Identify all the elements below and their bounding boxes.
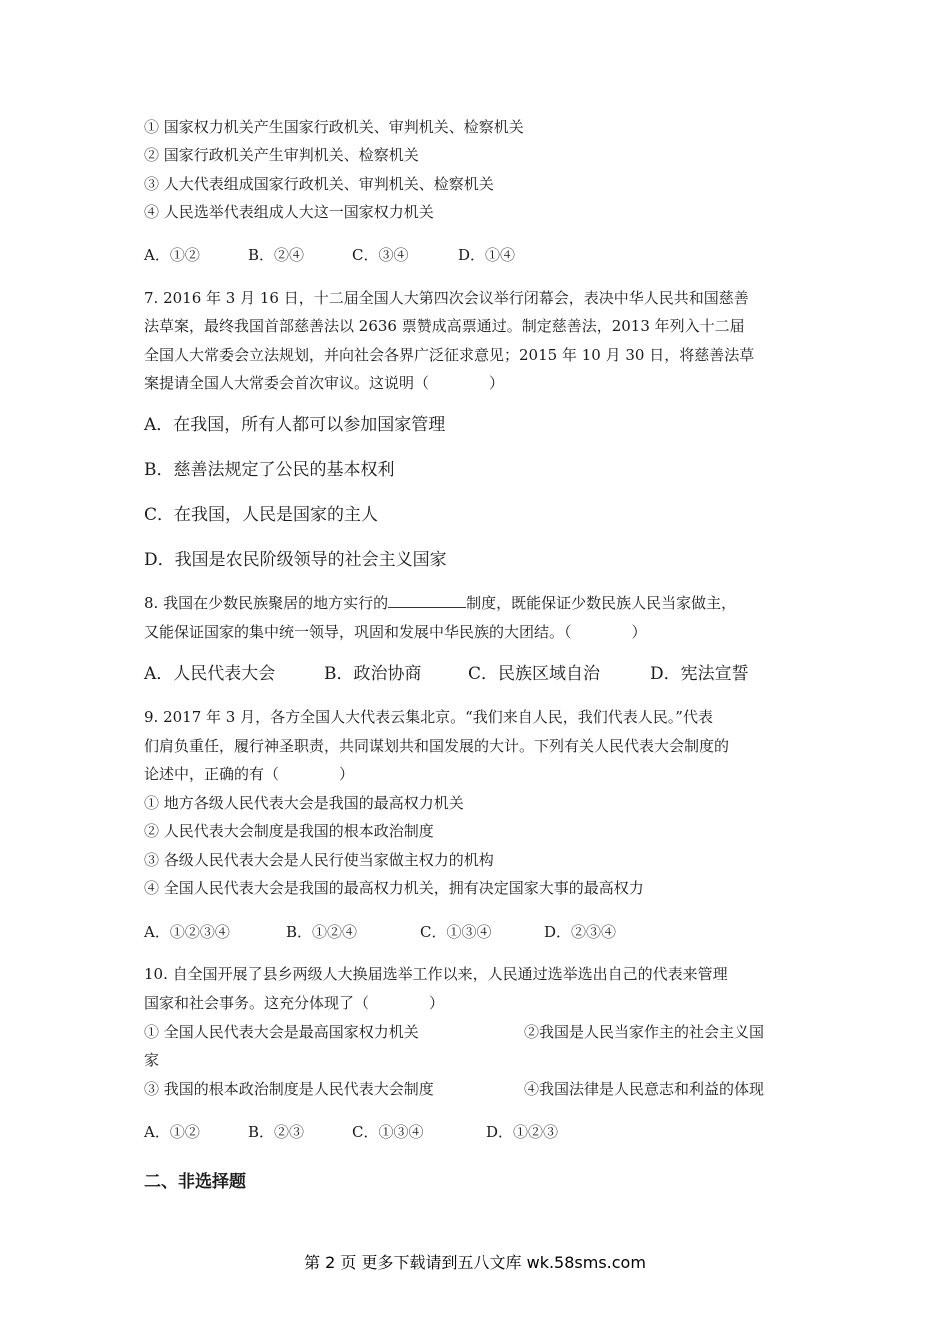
q10-statement-2-wrap: 家 xyxy=(144,1051,160,1069)
q10-choice-d[interactable]: D．①②③ xyxy=(486,1123,559,1141)
section-heading: 二、非选择题 xyxy=(144,1172,246,1192)
q10-stem-line-2: 国家和社会事务。这充分体现了（ ） xyxy=(144,994,445,1012)
q7-stem-line-2: 法草案，最终我国首部慈善法以 2636 票赞成高票通过。制定慈善法，2013 年列入十二届 xyxy=(144,317,745,335)
q9-choice-d[interactable]: D．②③④ xyxy=(544,923,617,941)
q6-statement-1: ① 国家权力机关产生国家行政机关、审判机关、检察机关 xyxy=(144,118,524,136)
q7-option-c[interactable]: C．在我国，人民是国家的主人 xyxy=(144,505,379,525)
q10-statement-2: ②我国是人民当家作主的社会主义国 xyxy=(524,1023,765,1041)
q10-statement-1: ① 全国人民代表大会是最高国家权力机关 xyxy=(144,1023,419,1041)
q6-choice-b[interactable]: B．②④ xyxy=(248,246,305,264)
q7-stem-line-4: 案提请全国人大常委会首次审议。这说明（ ） xyxy=(144,374,505,392)
q7-option-b[interactable]: B．慈善法规定了公民的基本权利 xyxy=(144,460,395,480)
page-footer: 第 2 页 更多下载请到五八文库 wk.58sms.com xyxy=(304,1253,646,1272)
q8-answer-blank xyxy=(388,593,466,608)
q10-statement-4: ④我国法律是人民意志和利益的体现 xyxy=(524,1080,765,1098)
q8-choice-a[interactable]: A．人民代表大会 xyxy=(144,664,276,684)
q10-stem-line-1: 10. 自全国开展了县乡两级人大换届选举工作以来，人民通过选举选出自己的代表来管理 xyxy=(144,965,728,983)
q9-statement-4: ④ 全国人民代表大会是我国的最高权力机关，拥有决定国家大事的最高权力 xyxy=(144,879,644,897)
q6-choices xyxy=(144,245,515,265)
q9-stem-line-3: 论述中，正确的有（ ） xyxy=(144,765,355,783)
q6-statement-3: ③ 人大代表组成国家行政机关、审判机关、检察机关 xyxy=(144,175,494,193)
q9-statement-3: ③ 各级人民代表大会是人民行使当家做主权力的机构 xyxy=(144,851,494,869)
q7-stem-line-1: 7. 2016 年 3 月 16 日，十二届全国人大第四次会议举行闭幕会，表决中华人民共和国慈善 xyxy=(144,289,749,307)
q6-choice-a[interactable]: A．①② xyxy=(144,246,200,264)
q8-choices xyxy=(144,663,749,685)
q9-stem-line-1: 9. 2017 年 3 月，各方全国人大代表云集北京。“我们来自人民，我们代表人民。”代表 xyxy=(144,708,713,726)
q6-choice-c[interactable]: C．③④ xyxy=(352,246,409,264)
q9-statement-1: ① 地方各级人民代表大会是我国的最高权力机关 xyxy=(144,794,464,812)
q8-choice-c[interactable]: C．民族区域自治 xyxy=(468,664,601,684)
q10-statement-row-1 xyxy=(144,1022,764,1042)
q10-choices xyxy=(144,1122,558,1142)
q7-option-a[interactable]: A．在我国，所有人都可以参加国家管理 xyxy=(144,415,446,435)
q7-stem-line-3: 全国人大常委会立法规划，并向社会各界广泛征求意见；2015 年 10 月 30 日，将慈善法草 xyxy=(144,346,755,364)
q10-choice-b[interactable]: B．②③ xyxy=(248,1123,305,1141)
q9-choice-b[interactable]: B．①②④ xyxy=(286,923,358,941)
q10-choice-c[interactable]: C．①③④ xyxy=(352,1123,424,1141)
q6-statement-4: ④ 人民选举代表组成人大这一国家权力机关 xyxy=(144,203,434,221)
q9-choices xyxy=(144,922,616,942)
q9-choice-a[interactable]: A．①②③④ xyxy=(144,923,230,941)
q8-stem-line-2: 又能保证国家的集中统一领导，巩固和发展中华民族的大团结。（ ） xyxy=(144,623,647,641)
q9-stem-line-2: 们肩负重任，履行神圣职责，共同谋划共和国发展的大计。下列有关人民代表大会制度的 xyxy=(144,737,730,755)
q8-choice-b[interactable]: B．政治协商 xyxy=(324,664,422,684)
q9-statement-2: ② 人民代表大会制度是我国的根本政治制度 xyxy=(144,822,434,840)
q10-statement-3: ③ 我国的根本政治制度是人民代表大会制度 xyxy=(144,1080,434,1098)
q8-choice-d[interactable]: D．宪法宣誓 xyxy=(650,664,749,684)
q10-choice-a[interactable]: A．①② xyxy=(144,1123,200,1141)
q6-choice-d[interactable]: D．①④ xyxy=(458,246,516,264)
q7-option-d[interactable]: D．我国是农民阶级领导的社会主义国家 xyxy=(144,550,447,570)
q10-statement-row-2 xyxy=(144,1079,764,1099)
q6-statement-2: ② 国家行政机关产生审判机关、检察机关 xyxy=(144,146,419,164)
q8-stem-line-1 xyxy=(144,593,736,613)
q8-stem-after-blank: 制度，既能保证少数民族人民当家做主， xyxy=(466,594,737,612)
q9-choice-c[interactable]: C．①③④ xyxy=(420,923,492,941)
q8-stem-before-blank: 8. 我国在少数民族聚居的地方实行的 xyxy=(144,594,389,612)
